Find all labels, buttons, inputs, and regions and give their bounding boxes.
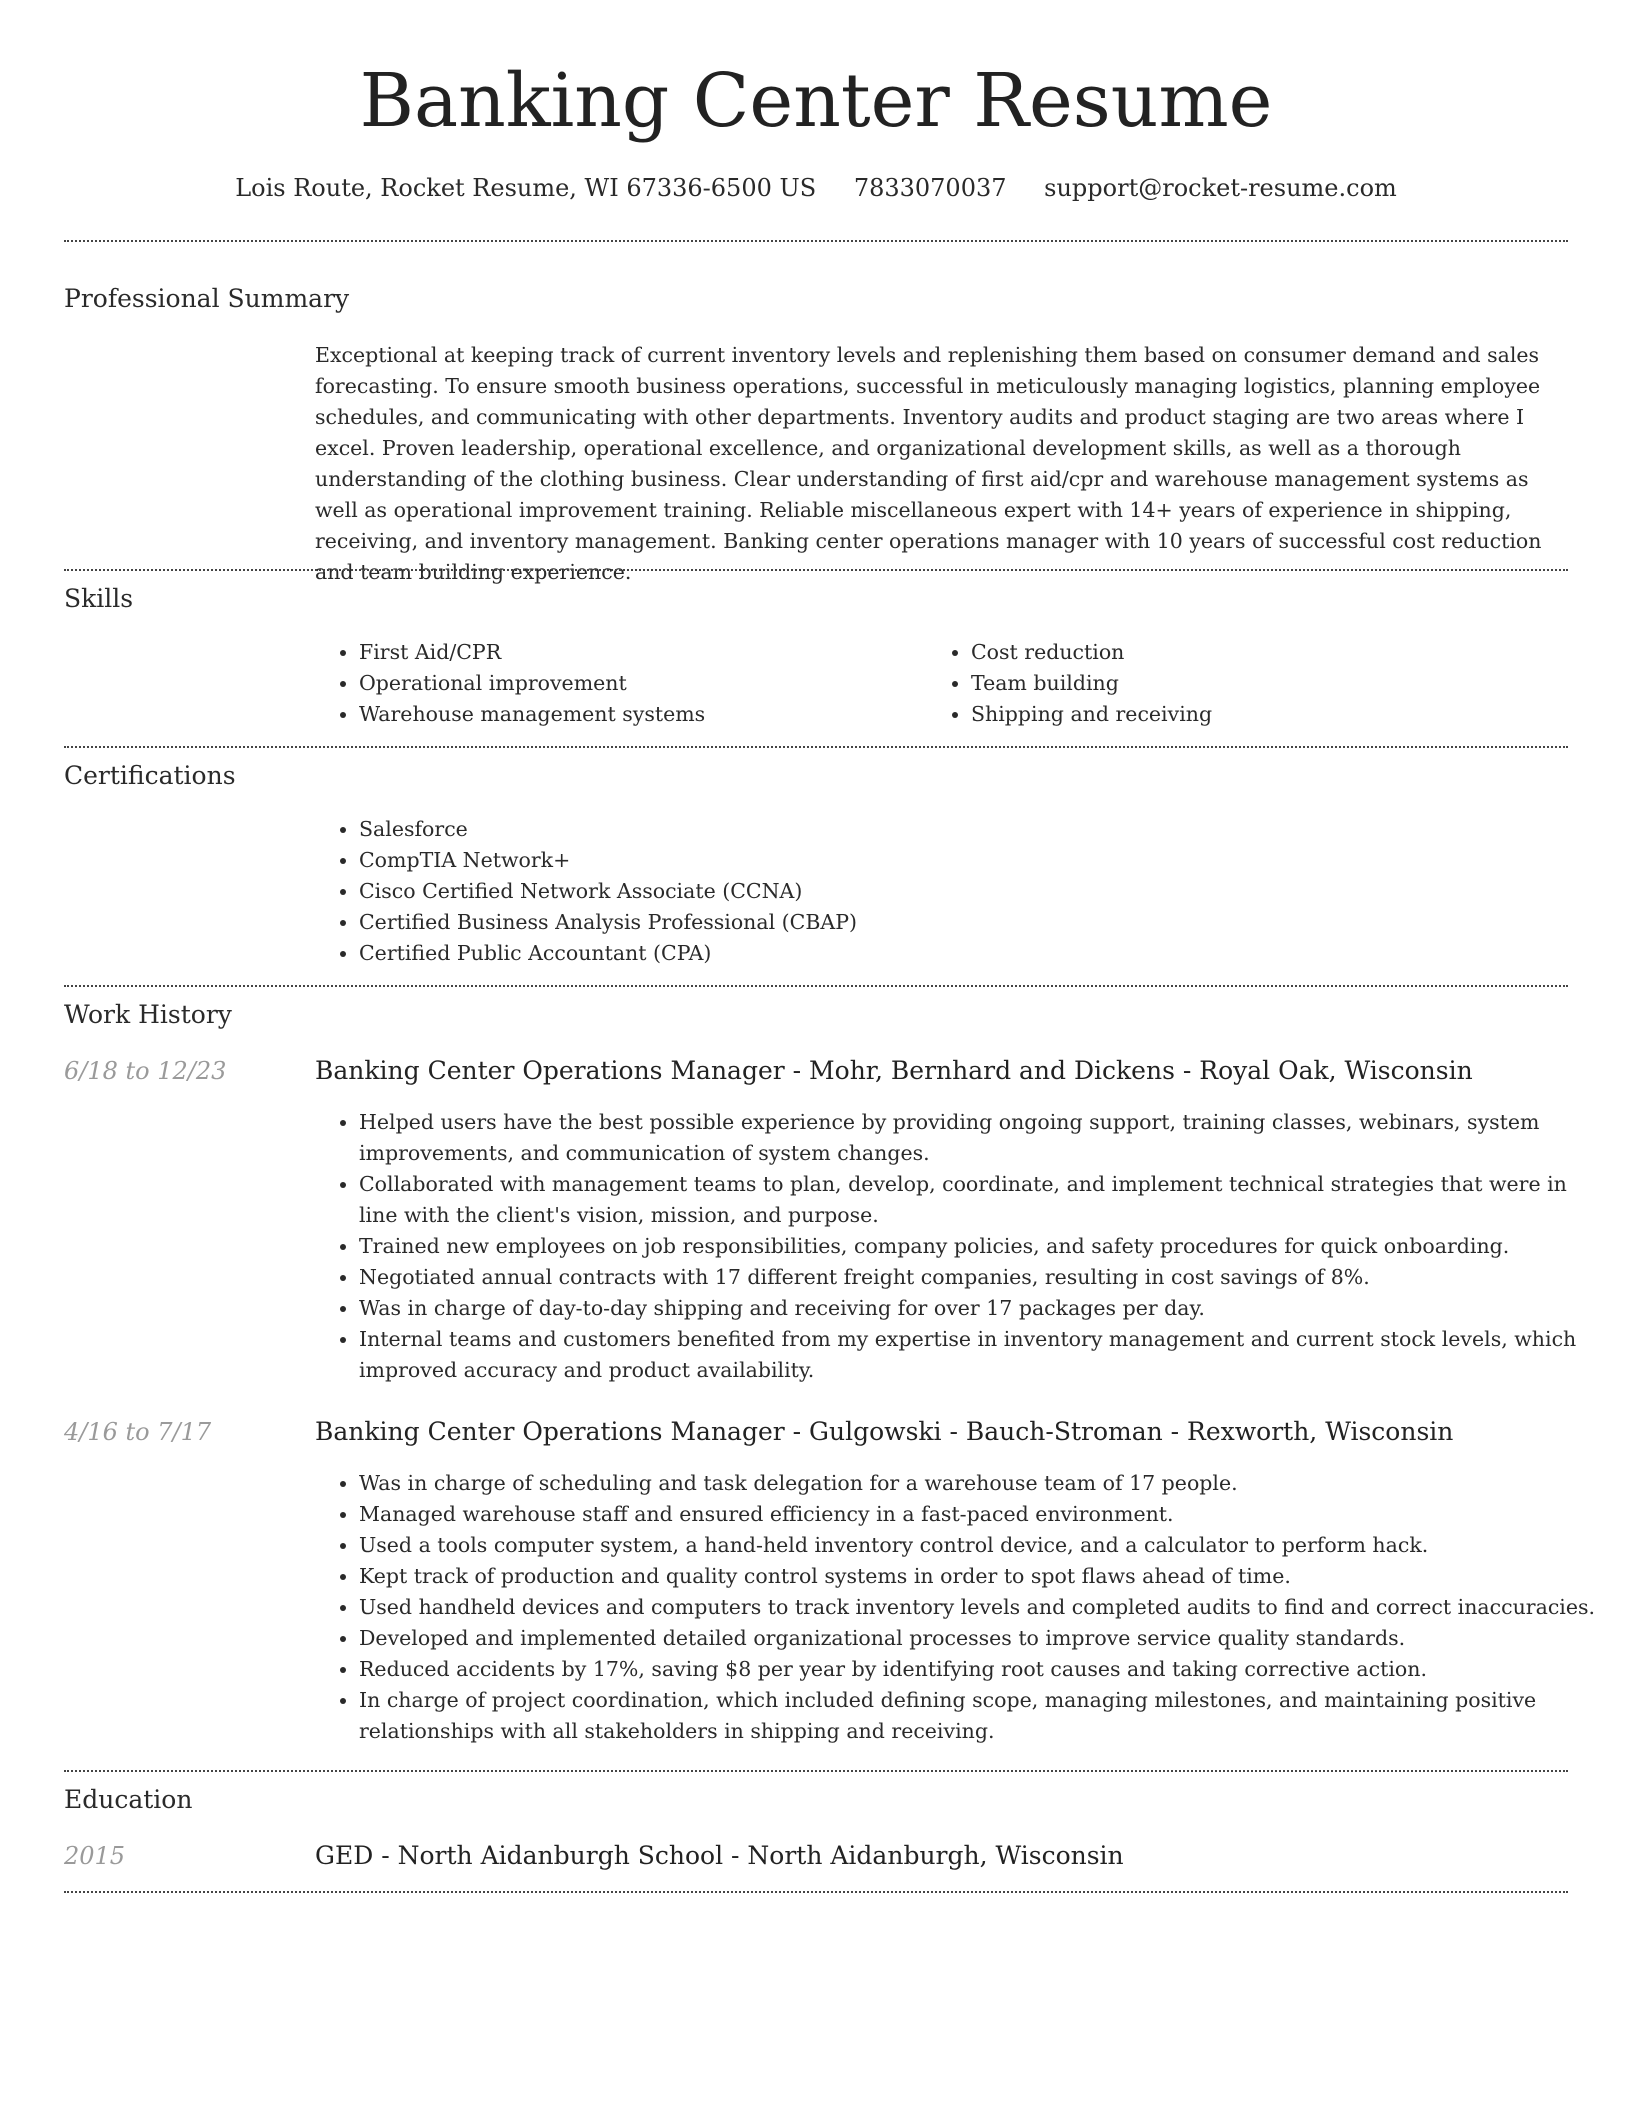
contact-line bbox=[0, 170, 1632, 206]
job-bullet: • Collaborated with management teams to plan, develop, coordinate, and implement technical strategies that were in line with the client's vision, mission, and purpose. bbox=[359, 1169, 1599, 1231]
section-title-summary: Professional Summary bbox=[64, 284, 350, 313]
resume-title: Banking Center Resume bbox=[359, 58, 1273, 144]
job-bullet: • In charge of project coordination, which included defining scope, managing milestones, and maintaining positive relationships with all stakeholders in shipping and receiving. bbox=[359, 1685, 1599, 1747]
job-bullet: • Developed and implemented detailed organizational processes to improve service quality standards. bbox=[359, 1623, 1599, 1654]
skill-item: • First Aid/CPR bbox=[359, 637, 919, 668]
job-bullets bbox=[315, 1468, 1599, 1747]
section-title-certifications: Certifications bbox=[64, 761, 236, 790]
divider bbox=[64, 746, 1568, 748]
section-title-education: Education bbox=[64, 1785, 193, 1814]
job-bullet: • Negotiated annual contracts with 17 different freight companies, resulting in cost savings of 8%. bbox=[359, 1262, 1599, 1293]
job-bullet: • Managed warehouse staff and ensured efficiency in a fast-paced environment. bbox=[359, 1499, 1599, 1530]
education-entry: GED - North Aidanburgh School - North Aidanburgh, Wisconsin bbox=[315, 1841, 1124, 1870]
job-bullet: • Was in charge of day-to-day shipping and receiving for over 17 packages per day. bbox=[359, 1293, 1599, 1324]
job-bullet: • Was in charge of scheduling and task delegation for a warehouse team of 17 people. bbox=[359, 1468, 1599, 1499]
divider bbox=[64, 985, 1568, 987]
skills-list-left bbox=[315, 637, 919, 730]
job-bullet: • Internal teams and customers benefited from my expertise in inventory management and current stock levels, which improved accuracy and product availability. bbox=[359, 1324, 1599, 1386]
job-bullet: • Reduced accidents by 17%, saving $8 per year by identifying root causes and taking corrective action. bbox=[359, 1654, 1599, 1685]
job-dates: 6/18 to 12/23 bbox=[64, 1057, 227, 1085]
section-title-work-history: Work History bbox=[64, 1000, 232, 1029]
job-bullet: • Kept track of production and quality control systems in order to spot flaws ahead of time. bbox=[359, 1561, 1599, 1592]
certification-item: • Salesforce bbox=[359, 814, 1559, 845]
contact-email: support@rocket-resume.com bbox=[1044, 174, 1397, 202]
skill-item: • Cost reduction bbox=[971, 637, 1531, 668]
divider bbox=[64, 569, 1568, 571]
job-bullets bbox=[315, 1107, 1599, 1386]
divider bbox=[64, 1770, 1568, 1772]
job-dates: 4/16 to 7/17 bbox=[64, 1418, 212, 1446]
skill-item: • Team building bbox=[971, 668, 1531, 699]
job-bullet: • Used a tools computer system, a hand-held inventory control device, and a calculator to perform hack. bbox=[359, 1530, 1599, 1561]
certification-item: • Cisco Certified Network Associate (CCNA) bbox=[359, 876, 1559, 907]
job-bullet: • Used handheld devices and computers to track inventory levels and completed audits to find and correct inaccuracies. bbox=[359, 1592, 1599, 1623]
contact-phone: 7833070037 bbox=[853, 174, 1007, 202]
certifications-list bbox=[315, 814, 1559, 969]
contact-address: Lois Route, Rocket Resume, WI 67336-6500 US bbox=[235, 174, 817, 202]
summary-text: Exceptional at keeping track of current inventory levels and replenishing them based on consumer demand and sales forecasting. To ensure smooth business operations, successful in meticulously managing logistics, planning employee schedules, and communicating with other departments. Inventory audits and product staging are two areas where I excel. Proven leadership, operational excellence, and organizational development skills, as well as a thorough understanding of the clothing business. Clear understanding of first aid/cpr and warehouse management systems as well as operational improvement training. Reliable miscellaneous expert with 14+ years of experience in shipping, receiving, and inventory management. Banking center operations manager with 10 years of successful cost reduction and team building experience. bbox=[315, 343, 1542, 584]
skill-item: • Operational improvement bbox=[359, 668, 919, 699]
divider bbox=[64, 1891, 1568, 1893]
skills-list-right bbox=[927, 637, 1531, 730]
section-title-skills: Skills bbox=[64, 584, 134, 613]
certification-item: • Certified Business Analysis Professional (CBAP) bbox=[359, 907, 1559, 938]
divider bbox=[64, 240, 1568, 242]
job-title: Banking Center Operations Manager - Gulgowski - Bauch-Stroman - Rexworth, Wisconsin bbox=[315, 1417, 1454, 1446]
skill-item: • Shipping and receiving bbox=[971, 699, 1531, 730]
certification-item: • CompTIA Network+ bbox=[359, 845, 1559, 876]
certification-item: • Certified Public Accountant (CPA) bbox=[359, 938, 1559, 969]
job-bullet: • Trained new employees on job responsibilities, company policies, and safety procedures for quick onboarding. bbox=[359, 1231, 1599, 1262]
skill-item: • Warehouse management systems bbox=[359, 699, 919, 730]
job-title: Banking Center Operations Manager - Mohr, Bernhard and Dickens - Royal Oak, Wisconsin bbox=[315, 1056, 1473, 1085]
job-bullet: • Helped users have the best possible experience by providing ongoing support, training classes, webinars, system improvements, and communication of system changes. bbox=[359, 1107, 1599, 1169]
education-year: 2015 bbox=[64, 1842, 126, 1870]
